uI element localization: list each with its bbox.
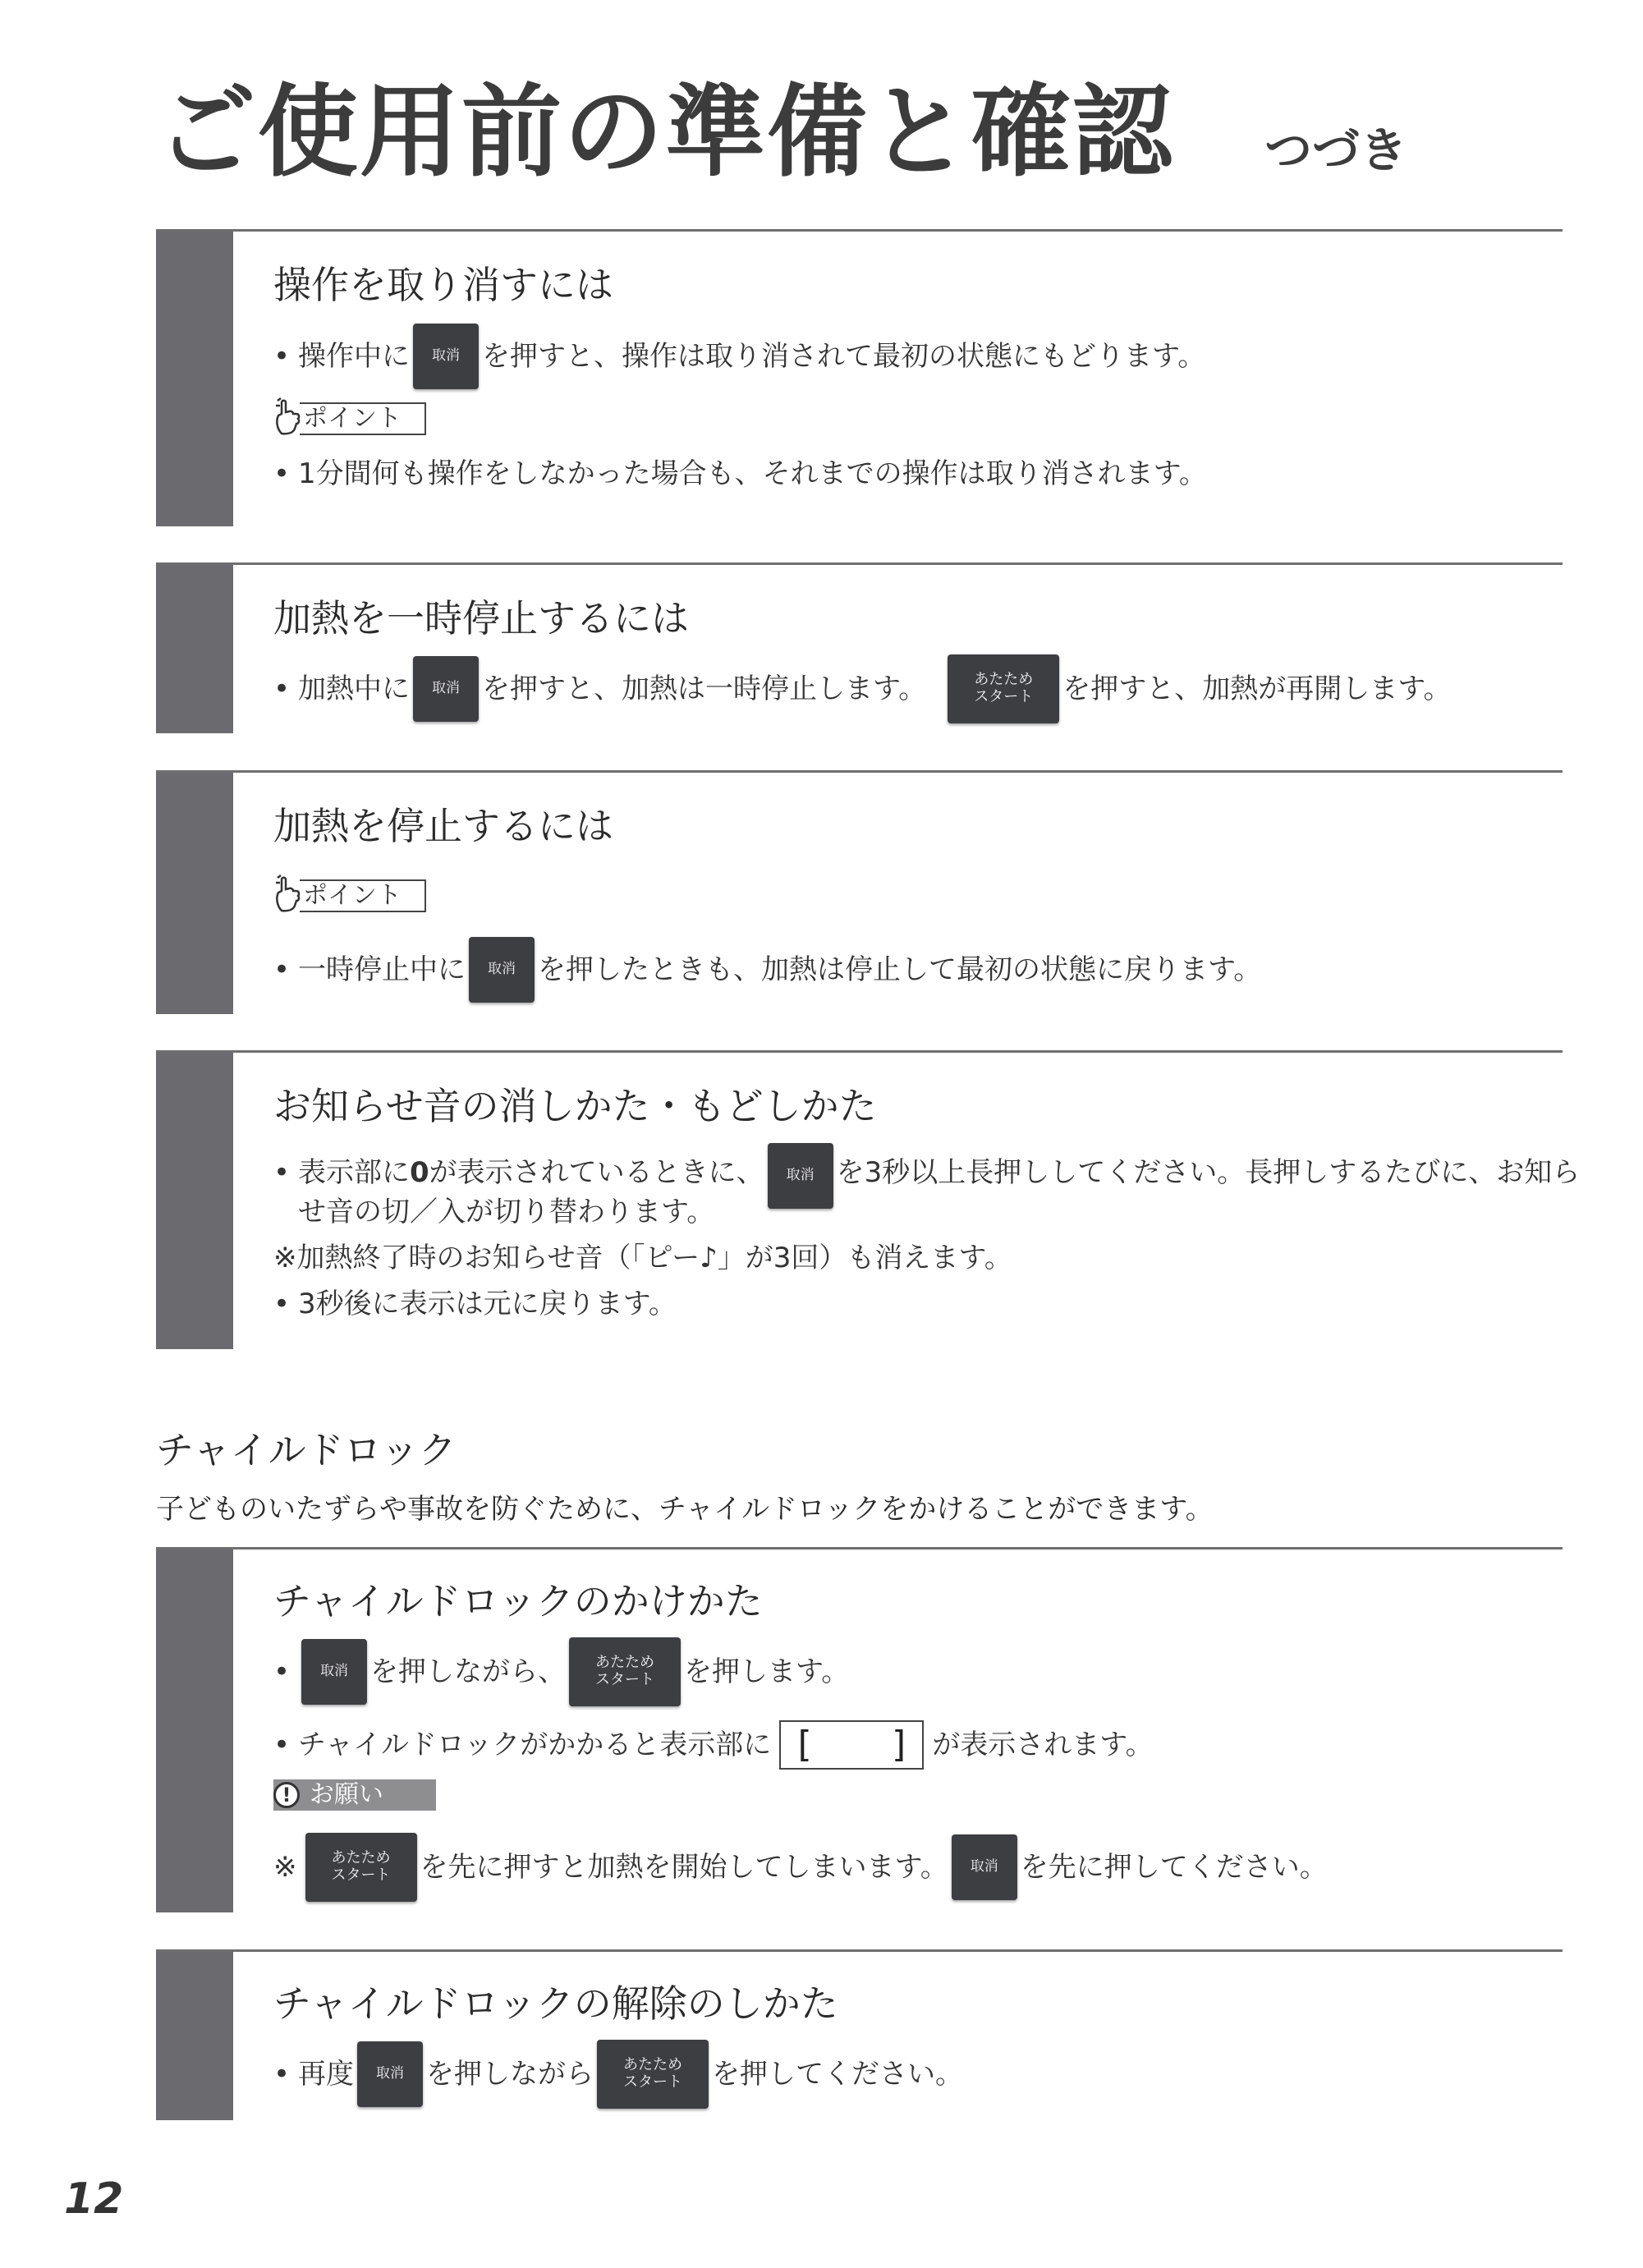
point-label [273, 396, 426, 435]
text: を押したときも、加熱は停止して最初の状態に戻ります。 [538, 953, 1262, 986]
text: せ音の切／入が切り替わります。 [298, 1195, 715, 1228]
bullet: • [273, 672, 291, 705]
cancel-key-icon: 取消 [768, 1143, 833, 1209]
text: 一時停止中に [298, 953, 466, 986]
text: 1分間何も操作をしなかった場合も、それまでの操作は取り消されます。 [298, 457, 1207, 490]
bullet: • [273, 457, 291, 490]
note-mark: ※ [273, 1850, 297, 1884]
childlock-heading: チャイルドロック [156, 1428, 457, 1472]
start-key-line2: スタート [331, 1866, 391, 1884]
point-text: ポイント [300, 879, 426, 912]
bullet: • [273, 1728, 291, 1761]
bold-zero: 0 [410, 1156, 429, 1189]
request-label [273, 1779, 436, 1811]
text: を押しながら、 [370, 1655, 566, 1688]
page-title-suffix: つづき [1264, 122, 1408, 178]
section-bar [156, 1549, 233, 1912]
section-heading: 操作を取り消すには [273, 263, 613, 307]
bullet-line [273, 652, 1563, 726]
lcd-left-bracket: [ [792, 1723, 815, 1765]
start-key-icon [948, 654, 1059, 723]
section-childlock-set [156, 1547, 1563, 1912]
start-key-line1: あたため [623, 2056, 682, 2074]
lcd-display [779, 1720, 924, 1770]
bullet-line [273, 1286, 1563, 1322]
text: が表示されているときに、 [429, 1156, 764, 1189]
text: 3秒後に表示は元に戻ります。 [298, 1287, 677, 1320]
request-text: お願い [310, 1780, 383, 1809]
lcd-right-bracket: ] [888, 1723, 911, 1765]
point-label [273, 873, 426, 912]
cancel-key-icon: 取消 [357, 2041, 423, 2107]
start-key-icon [305, 1833, 417, 1902]
start-key-line2: スタート [974, 688, 1034, 705]
start-key-line2: スタート [595, 1671, 654, 1688]
bullet: • [273, 339, 291, 373]
pointing-hand-icon [273, 873, 301, 912]
text: を先に押してください。 [1020, 1850, 1328, 1884]
section-heading: チャイルドロックの解除のしかた [273, 1981, 838, 2026]
bullet-line [273, 455, 1563, 493]
bullet-line [273, 935, 1563, 1004]
pointing-hand-icon [273, 396, 301, 435]
page-number: 12 [64, 2174, 124, 2224]
text: を押します。 [684, 1655, 850, 1688]
text: 操作中に [298, 339, 410, 373]
bullet: • [273, 1156, 291, 1189]
section-bar [156, 565, 233, 733]
note-line [273, 1830, 1563, 1904]
start-key-icon [569, 1637, 681, 1706]
cancel-key-icon: 取消 [413, 324, 479, 389]
section-heading: 加熱を停止するには [273, 804, 613, 848]
section-pause-heating [156, 562, 1563, 733]
bullet: • [273, 2057, 291, 2091]
note-line [273, 1240, 1563, 1276]
bullet: • [273, 1287, 291, 1320]
exclamation-icon: ! [273, 1782, 300, 1808]
section-notification-sound [156, 1050, 1581, 1349]
bullet-line [273, 1635, 1563, 1709]
bullet-line [273, 2037, 1563, 2111]
cancel-key-icon: 取消 [952, 1834, 1017, 1900]
text: を押しながら [426, 2057, 594, 2091]
point-text: ポイント [300, 402, 426, 435]
bullet-line [273, 322, 1563, 391]
bullet-continuation [298, 1194, 1563, 1230]
section-bar [156, 1053, 233, 1349]
section-bar [156, 773, 233, 1014]
start-key-line1: あたため [331, 1849, 391, 1867]
section-stop-heating [156, 770, 1563, 1014]
section-cancel-operation [156, 229, 1563, 526]
text: ※加熱終了時のお知らせ音（「ピー♪」が3回）も消えます。 [273, 1241, 1012, 1274]
text: チャイルドロックがかかると表示部に [298, 1728, 772, 1761]
start-key-icon [597, 2040, 709, 2109]
bullet-line [273, 1719, 1563, 1771]
start-key-line2: スタート [623, 2073, 682, 2091]
cancel-key-icon: 取消 [469, 937, 535, 1003]
text: を押すと、操作は取り消されて最初の状態にもどります。 [482, 339, 1206, 373]
text: 加熱中に [298, 672, 410, 705]
text: が表示されます。 [932, 1728, 1154, 1761]
text: を先に押すと加熱を開始してしまいます。 [420, 1850, 948, 1884]
bullet: • [273, 1655, 291, 1688]
bullet: • [273, 953, 291, 986]
section-childlock-release [156, 1949, 1563, 2120]
start-key-line1: あたため [974, 671, 1034, 689]
page-title [156, 74, 1408, 191]
section-bar [156, 232, 233, 526]
childlock-intro: 子どものいたずらや事故を防ぐために、チャイルドロックをかけることができます。 [156, 1493, 1214, 1526]
text: を3秒以上長押ししてください。長押しするたびに、お知ら [836, 1156, 1581, 1189]
cancel-key-icon: 取消 [301, 1639, 367, 1705]
start-key-line1: あたため [595, 1654, 654, 1672]
section-bar [156, 1952, 233, 2120]
section-heading: お知らせ音の消しかた・もどしかた [273, 1084, 877, 1128]
text: を押すと、加熱は一時停止します。 [482, 672, 927, 705]
text: 表示部に [298, 1156, 410, 1189]
text: を押してください。 [712, 2057, 963, 2091]
page-title-text: ご使用前の準備と確認 [156, 74, 1174, 191]
section-heading: チャイルドロックのかけかた [273, 1579, 763, 1623]
text: 再度 [298, 2057, 354, 2091]
cancel-key-icon: 取消 [413, 656, 479, 722]
text: を押すと、加熱が再開します。 [1062, 672, 1452, 705]
section-heading: 加熱を一時停止するには [273, 596, 689, 640]
